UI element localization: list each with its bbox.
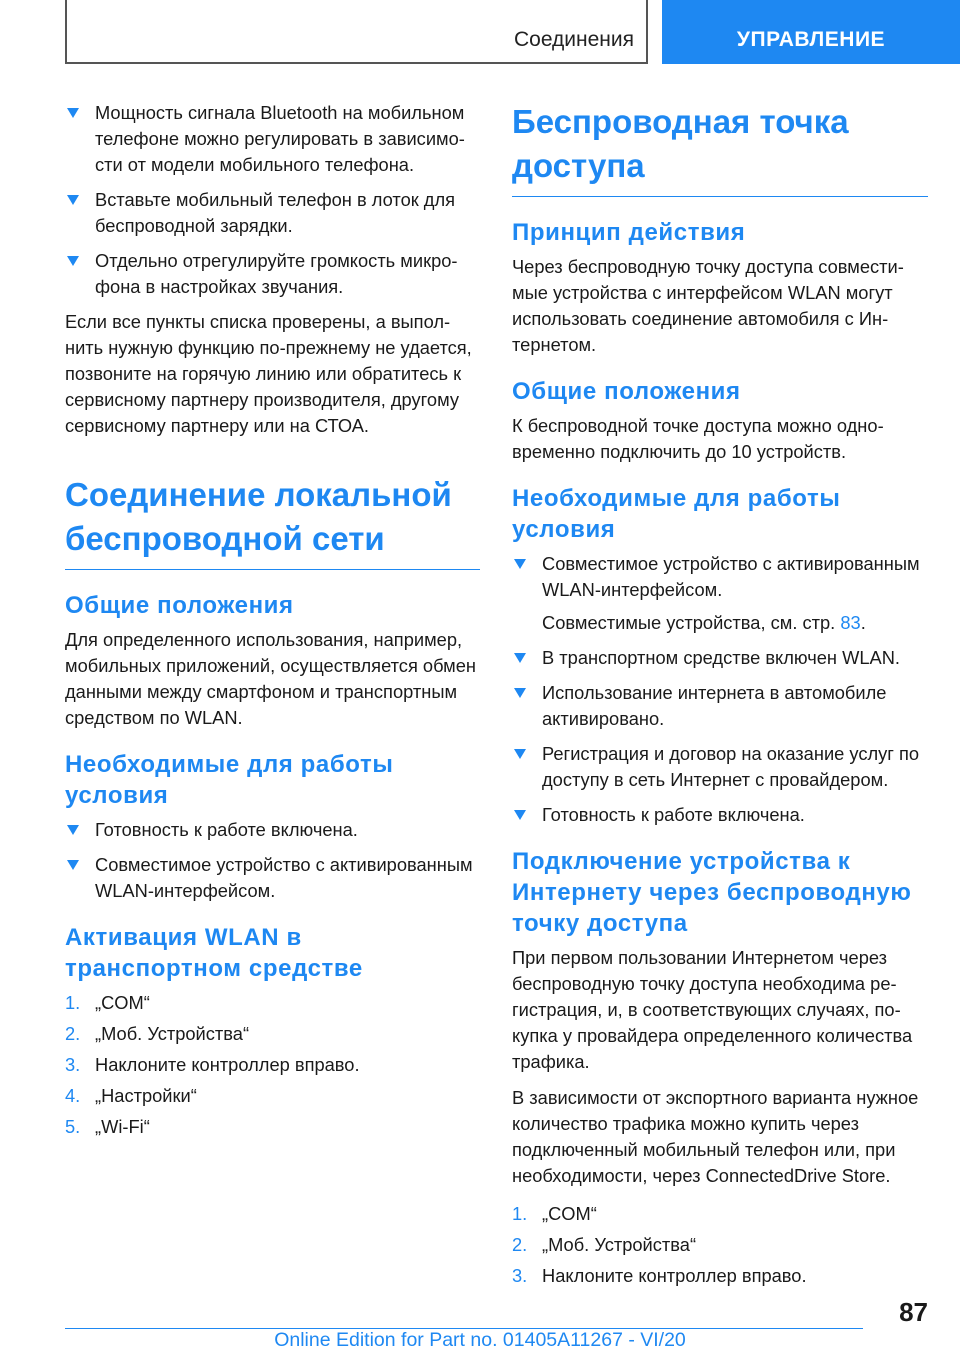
connect-text-1: При первом пользовании Интернетом через беспроводную точку доступа необходима регистрация, и, в соответствующих случаях, покупка у провайдера определенного количества трафика.: [512, 947, 913, 1072]
requirements-heading-left: Необходимые для работы условия: [65, 751, 394, 809]
section-title: Соединения: [513, 28, 634, 51]
triangle-bullet-icon: [514, 749, 526, 759]
triangle-bullet-icon: [514, 559, 526, 569]
step-item: 2. „Моб. Устройства“: [512, 1234, 697, 1255]
activation-steps: [65, 990, 480, 1140]
page-number: 87: [899, 1297, 928, 1327]
triangle-bullet-icon: [67, 108, 79, 118]
principle-heading: Принцип действия: [512, 219, 746, 246]
triangle-bullet-icon: [514, 810, 526, 820]
step-item: 5. „Wi-Fi“: [65, 1116, 150, 1137]
bluetooth-tips-list: [65, 100, 480, 300]
triangle-bullet-icon: [67, 860, 79, 870]
list-item: Совместимое устройство с активированным WLAN-интерфейсом. Совместимые устройства, см. стр. 83.: [512, 551, 928, 636]
connect-steps: [512, 1201, 928, 1289]
connect-heading: Подключение устройства к Интернету через беспроводную точку доступа: [512, 848, 912, 937]
chapter-title: УПРАВЛЕНИЕ: [736, 28, 886, 51]
list-item: Готовность к работе включена.: [65, 817, 480, 843]
section-tab: [65, 0, 648, 64]
list-item: Совместимое устройство с активированным WLAN-интерфейсом.: [65, 852, 480, 904]
general-text-right: К беспроводной точке доступа можно одновременно подключить до 10 устройств.: [512, 415, 884, 462]
edition-footer: Online Edition for Part no. 01405A11267 - VI/20: [274, 1329, 686, 1351]
requirements-heading-right: Необходимые для работы условия: [512, 485, 841, 543]
principle-text: Через беспроводную точку доступа совместимые устройства с интерфейсом WLAN могут использовать соединение автомобиля с Интернетом.: [512, 256, 904, 355]
step-item: 2. „Моб. Устройства“: [65, 1023, 250, 1044]
requirements-list-right: [512, 551, 928, 828]
general-heading-left: Общие положения: [65, 592, 294, 619]
triangle-bullet-icon: [514, 653, 526, 663]
page-reference-link[interactable]: 83: [840, 612, 861, 633]
list-item: Готовность к работе включена.: [512, 802, 928, 828]
page-header: [0, 0, 960, 66]
requirements-list-left: [65, 817, 480, 904]
chapter-tab: [662, 0, 960, 64]
compatible-devices-note: Совместимые устройства, см. стр. 83.: [542, 612, 866, 633]
list-item: Вставьте мобильный телефон в лоток для беспроводной зарядки.: [65, 187, 480, 239]
left-column: [65, 100, 480, 1148]
triangle-bullet-icon: [67, 825, 79, 835]
step-item: 3. Наклоните контроллер вправо.: [65, 1054, 360, 1075]
triangle-bullet-icon: [67, 195, 79, 205]
list-item: В транспортном средстве включен WLAN.: [512, 645, 928, 671]
step-item: 1. „COM“: [65, 992, 150, 1013]
connect-text-2: В зависимости от экспортного варианта нужное количество трафика можно купить через подключенный мобильный телефон или, при необходимости, через ConnectedDrive Store.: [512, 1087, 919, 1186]
activation-heading: Активация WLAN в транспортном средстве: [65, 924, 363, 982]
general-heading-right: Общие положения: [512, 378, 741, 405]
hotspot-heading-block: [512, 100, 928, 197]
list-item: Регистрация и договор на оказание услуг по доступу в сеть Интернет с провайдером.: [512, 741, 928, 793]
list-item: Использование интернета в автомобиле активировано.: [512, 680, 928, 732]
step-item: 3. Наклоните контроллер вправо.: [512, 1265, 807, 1286]
wlan-heading-block: [65, 473, 480, 570]
list-item: Отдельно отрегулируйте громкость микрофона в настройках звучания.: [65, 248, 480, 300]
general-text-left: Для определенного использования, например, мобильных приложений, осуществляется обмен данными между смартфоном и транспортным средством по WLAN.: [65, 629, 476, 728]
wlan-heading: Соединение локальной беспроводной сети: [65, 476, 452, 557]
hotspot-heading: Беспроводная точка доступа: [512, 103, 849, 184]
triangle-bullet-icon: [514, 688, 526, 698]
step-item: 1. „COM“: [512, 1203, 597, 1224]
list-item: Мощность сигнала Bluetooth на мобильном телефоне можно регулировать в зависимости от модели мобильного телефона.: [65, 100, 480, 178]
right-column: [512, 100, 928, 1297]
step-item: 4. „Настройки“: [65, 1085, 197, 1106]
triangle-bullet-icon: [67, 256, 79, 266]
support-paragraph: Если все пункты списка проверены, а выполнить нужную функцию по-прежнему не удается, позвоните на горячую линию или обратитесь к сервисному партнеру производителя, другому сервисному партнеру или на СТОА.: [65, 311, 472, 436]
